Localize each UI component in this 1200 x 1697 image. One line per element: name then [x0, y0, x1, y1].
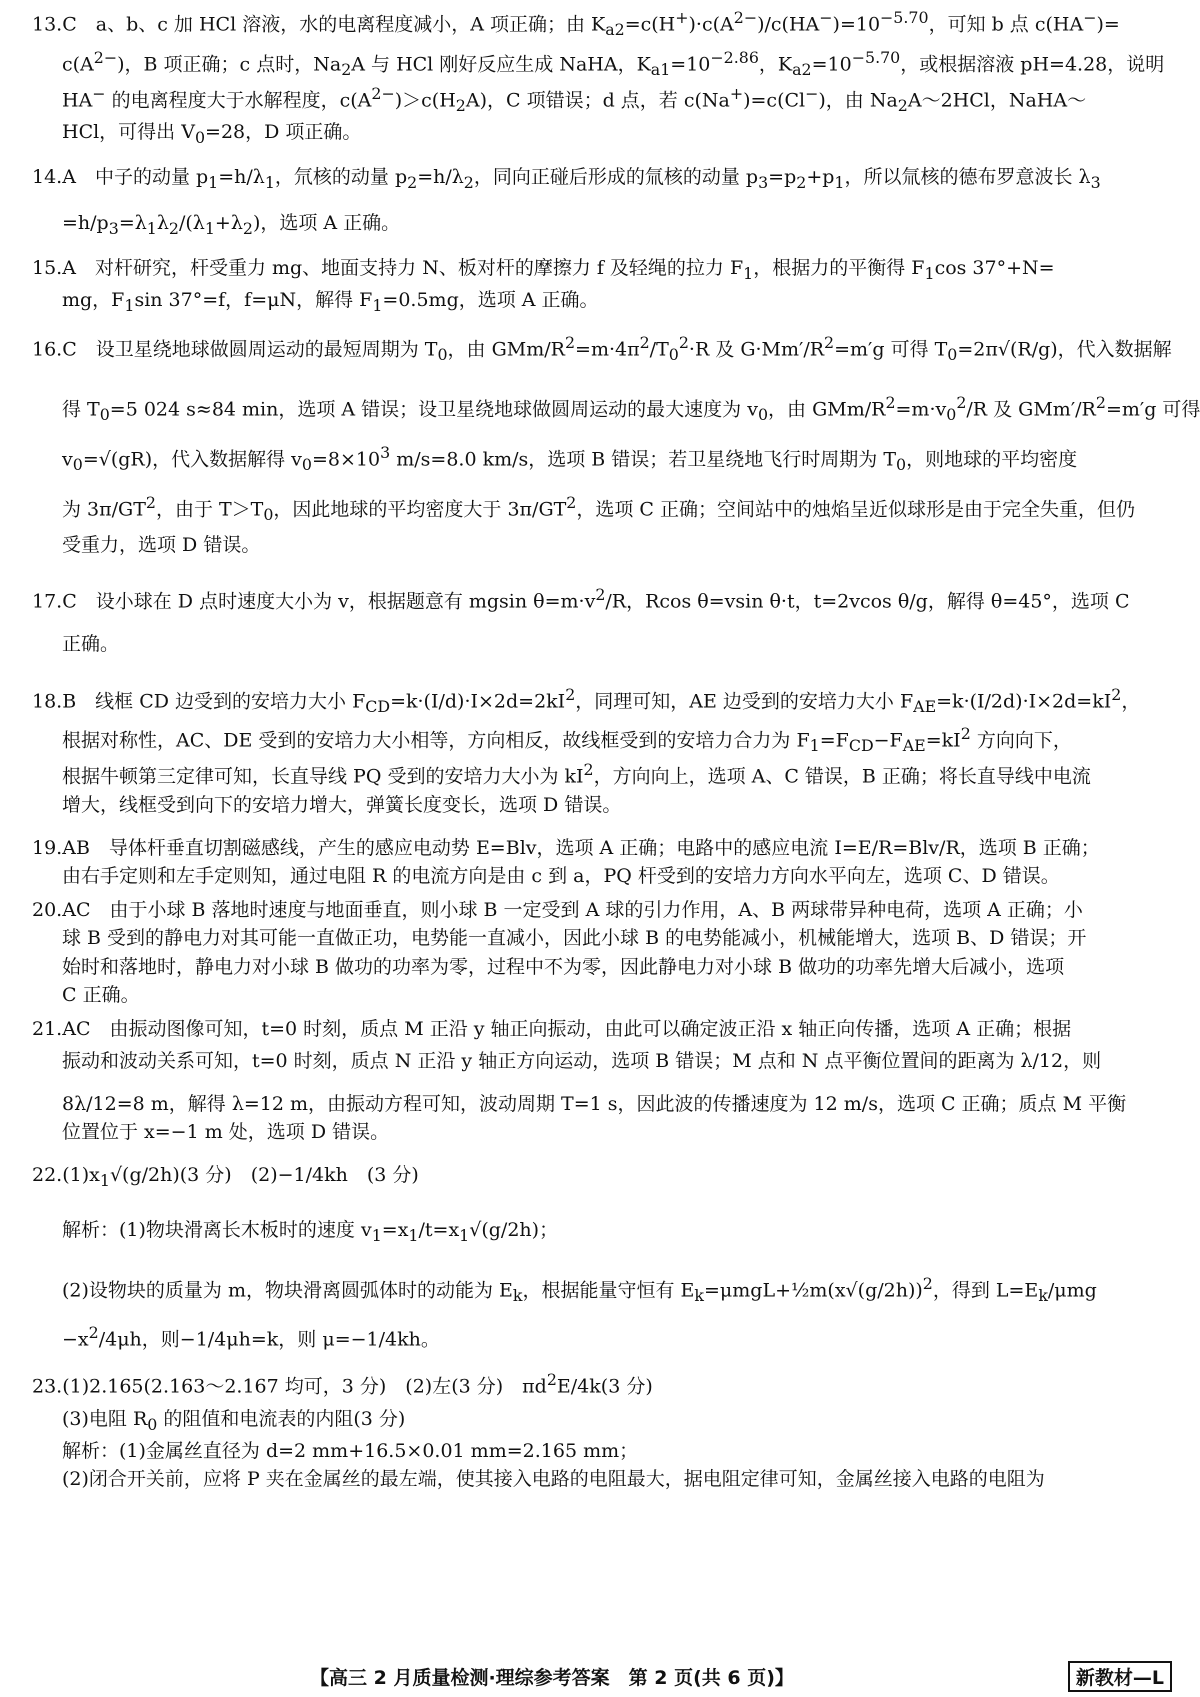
text-line: $v_0=√(gR)$，代入数据解得 $v_0=8\times 10^3$ m/s=8.0 km/s，选项 B 错误；若卫星绕地飞行时周期为 $T_0$，则地球的平均密度 — [62, 442, 1078, 475]
text-line: 由右手定则和左手定则知，通过电阻 R 的电流方向是由 c 到 a，PQ 杆受到的安培力方向水平向左，选项 C、D 错误。 — [62, 865, 1060, 888]
text-line: HCl，可得出 $V_0=28$，D 项正确。 — [62, 120, 362, 147]
text-line: 21.AC 由振动图像可知，t=0 时刻，质点 M 正沿 y 轴正向振动，由此可以确定波正沿 x 轴正向传播，选项 A 正确；根据 — [32, 1017, 1072, 1040]
text-line: 振动和波动关系可知，t=0 时刻，质点 N 正沿 y 轴正方向运动，选项 B 错误；M 点和 N 点平衡位置间的距离为 λ/12，则 — [62, 1050, 1102, 1073]
text-line: 得 $T_0=5$ 024 s≈84 min，选项 A 错误；设卫星绕地球做圆周运动的最大速度为 $v_0$，由 GMm/$R^2=m\cdot v_0^2/R$ 及 $GMm'/R^2=m'g$ 可得 — [62, 393, 1200, 425]
text-line: $-x^2/4\mu h$，则−1/4μh=k，则 μ=−1/4kh。 — [62, 1323, 440, 1351]
text-line: 23.(1)2.165(2.163～2.167 均可，3 分) (2)左(3 分) $\pi d^2E/4k(3$ 分) — [32, 1370, 653, 1398]
text-line: 15.A 对杆研究，杆受重力 mg、地面支持力 N、板对杆的摩擦力 f 及轻绳的拉力 $F_1$，根据力的平衡得 $F_1\cos$ 37°+N= — [32, 257, 1055, 283]
answer-14 — [32, 163, 1170, 240]
answer-18 — [32, 683, 1170, 820]
text-line: 为 $3\pi/GT^2$，由于 $T>T_0$，因此地球的平均密度大于 $3\pi/GT^2$，选项 C 正确；空间站中的烛焰呈近似球形是由于完全失重，但仍 — [62, 492, 1135, 524]
answer-17 — [32, 583, 1170, 658]
text-line: (2)闭合开关前，应将 P 夹在金属丝的最左端，使其接入电路的电阻最大，据电阻定律可知，金属丝接入电路的电阻为 — [62, 1468, 1045, 1491]
answer-16 — [32, 331, 1200, 559]
text-line: HA− 的电离程度大于水解程度，$c(A^{2-})>c(H_2A)$，C 项错误；d 点，若 c(Na+)=c(Cl−)，由 $Na_2A\sim 2HCl$，NaHA～ — [62, 83, 1087, 115]
text-line: 解析：(1)金属丝直径为 d=2 mm+16.5×0.01 mm=2.165 mm； — [62, 1439, 639, 1462]
text-line: 始时和落地时，静电力对小球 B 做功的功率为零，过程中不为零，因此静电力对小球 B 做功的功率先增大后减小，选项 — [62, 955, 1065, 978]
text-line: 位置位于 x=−1 m 处，选项 D 错误。 — [62, 1121, 390, 1144]
text-line: (3)电阻 $R_0$ 的阻值和电流表的内阻(3 分) — [62, 1408, 406, 1434]
text-line: 14.A 中子的动量 $p_1=h/\lambda_1$，氘核的动量 $p_2=h/\lambda_2$，同向正碰后形成的氚核的动量 $p_3=p_2+p_1$，所以氚核的德布罗意波长 $\lambda_3$ — [32, 166, 1101, 192]
text-line: C 正确。 — [62, 984, 140, 1007]
text-line: $c(A^{2-})$，B 项正确；c 点时，$Na_2A$ 与 HCl 刚好反应生成 NaHA，$K_{a1}=10^{-2.86}$，$K_{a2}=10^{-5.70}$，或根据溶液 pH=4.28，说明 — [62, 47, 1165, 79]
answer-19 — [32, 834, 1170, 891]
text-line: 正确。 — [62, 633, 120, 655]
answer-22 — [32, 1161, 1170, 1355]
text-line: 17.C 设小球在 D 点时速度大小为 v，根据题意有 mgsin $\theta=m\cdot v^2/R$，Rcos θ=vsin θ·t，t=2vcos θ/g，解得 θ=45°，选项 C — [32, 585, 1130, 613]
answer-15 — [32, 254, 1170, 317]
answer-list — [32, 6, 1200, 1494]
text-line: 受重力，选项 D 错误。 — [62, 533, 261, 556]
text-line: 19.AB 导体杆垂直切割磁感线，产生的感应电动势 E=Blv，选项 A 正确；电路中的感应电流 I=E/R=Blv/R，选项 B 正确； — [32, 836, 1100, 859]
text-line: 20.AC 由于小球 B 落地时速度与地面垂直，则小球 B 一定受到 A 球的引力作用，A、B 两球带异种电荷，选项 A 正确；小 — [32, 898, 1083, 921]
text-line: 8λ/12=8 m，解得 λ=12 m，由振动方程可知，波动周期 T=1 s，因此波的传播速度为 12 m/s，选项 C 正确；质点 M 平衡 — [62, 1092, 1127, 1115]
answer-20 — [32, 896, 1170, 1010]
text-line: (2)设物块的质量为 m，物块滑离圆弧体时的动能为 $E_k$，根据能量守恒有 $E_k=\mu mgL+\frac{1}{2}m(x√(g/2h))^2$，得到 $L=E_k$/μmg — [62, 1273, 1097, 1305]
text-line: 根据对称性，AC、DE 受到的安培力大小相等，方向相反，故线框受到的安培力合力为 $F_1=F_{CD}-F_{AE}=kI^2$ 方向向下， — [62, 724, 1072, 756]
text-line: $22.(1)x_1√(g/2h)(3$ 分) (2)−1/4kh (3 分) — [32, 1163, 419, 1190]
text-line: 解析：(1)物块滑离长木板时的速度 $v_1=x_1/t=x_1√(g/2h)$； — [62, 1219, 559, 1245]
text-line: $=h/p_3=\lambda_1\lambda_2/(\lambda_1+\lambda_2)$，选项 A 正确。 — [62, 211, 401, 238]
answer-21 — [32, 1015, 1170, 1147]
text-line: 增大，线框受到向下的安培力增大，弹簧长度变长，选项 D 错误。 — [62, 794, 622, 817]
text-line: 根据牛顿第三定律可知，长直导线 PQ 受到的安培力大小为 $kI^2$，方向向上，选项 A、C 错误，B 正确；将长直导线中电流 — [62, 760, 1091, 788]
answer-13 — [32, 6, 1170, 149]
text-line: 球 B 受到的静电力对其可能一直做正功，电势能一直减小，因此小球 B 的电势能减小，机械能增大，选项 B、D 错误；开 — [62, 927, 1087, 950]
text-line: 13.C a、b、c 加 HCl 溶液，水的电离程度减小，A 项正确；由 $K_{a2}=c(H^+)\cdot c(A^{2-})/c(HA^-)=10^{-5.70}$，可知 b 点 c(HA−)= — [32, 8, 1120, 40]
answer-23 — [32, 1368, 1170, 1493]
text-line: mg，$F_1\sin$ 37°=f，f=μN，解得 $F_1=0.5mg$，选项 A 正确。 — [62, 288, 599, 315]
text-line: 18.B 线框 CD 边受到的安培力大小 $F_{CD}=k\cdot(I/d)\cdot I\times 2d=2kI^2$，同理可知，AE 边受到的安培力大小 $F_{AE}=k\cdot(I/2d)\cdot I\times 2d=kI^2$， — [32, 684, 1141, 716]
page-footer — [0, 1663, 1200, 1691]
edition-badge: 新教材—L — [1068, 1661, 1172, 1692]
footer-title: 【高三 2 月质量检测·理综参考答案 第 2 页(共 6 页)】 — [310, 1667, 794, 1689]
text-line: 16.C 设卫星绕地球做圆周运动的最短周期为 $T_0$，由 GMm/$R^2=m\cdot 4\pi^2/T_0^2\cdot R$ 及 $G\cdot Mm'/R^2=m'g$ 可得 $T_0=2\pi√(R/g)$，代入数据解 — [32, 333, 1172, 365]
